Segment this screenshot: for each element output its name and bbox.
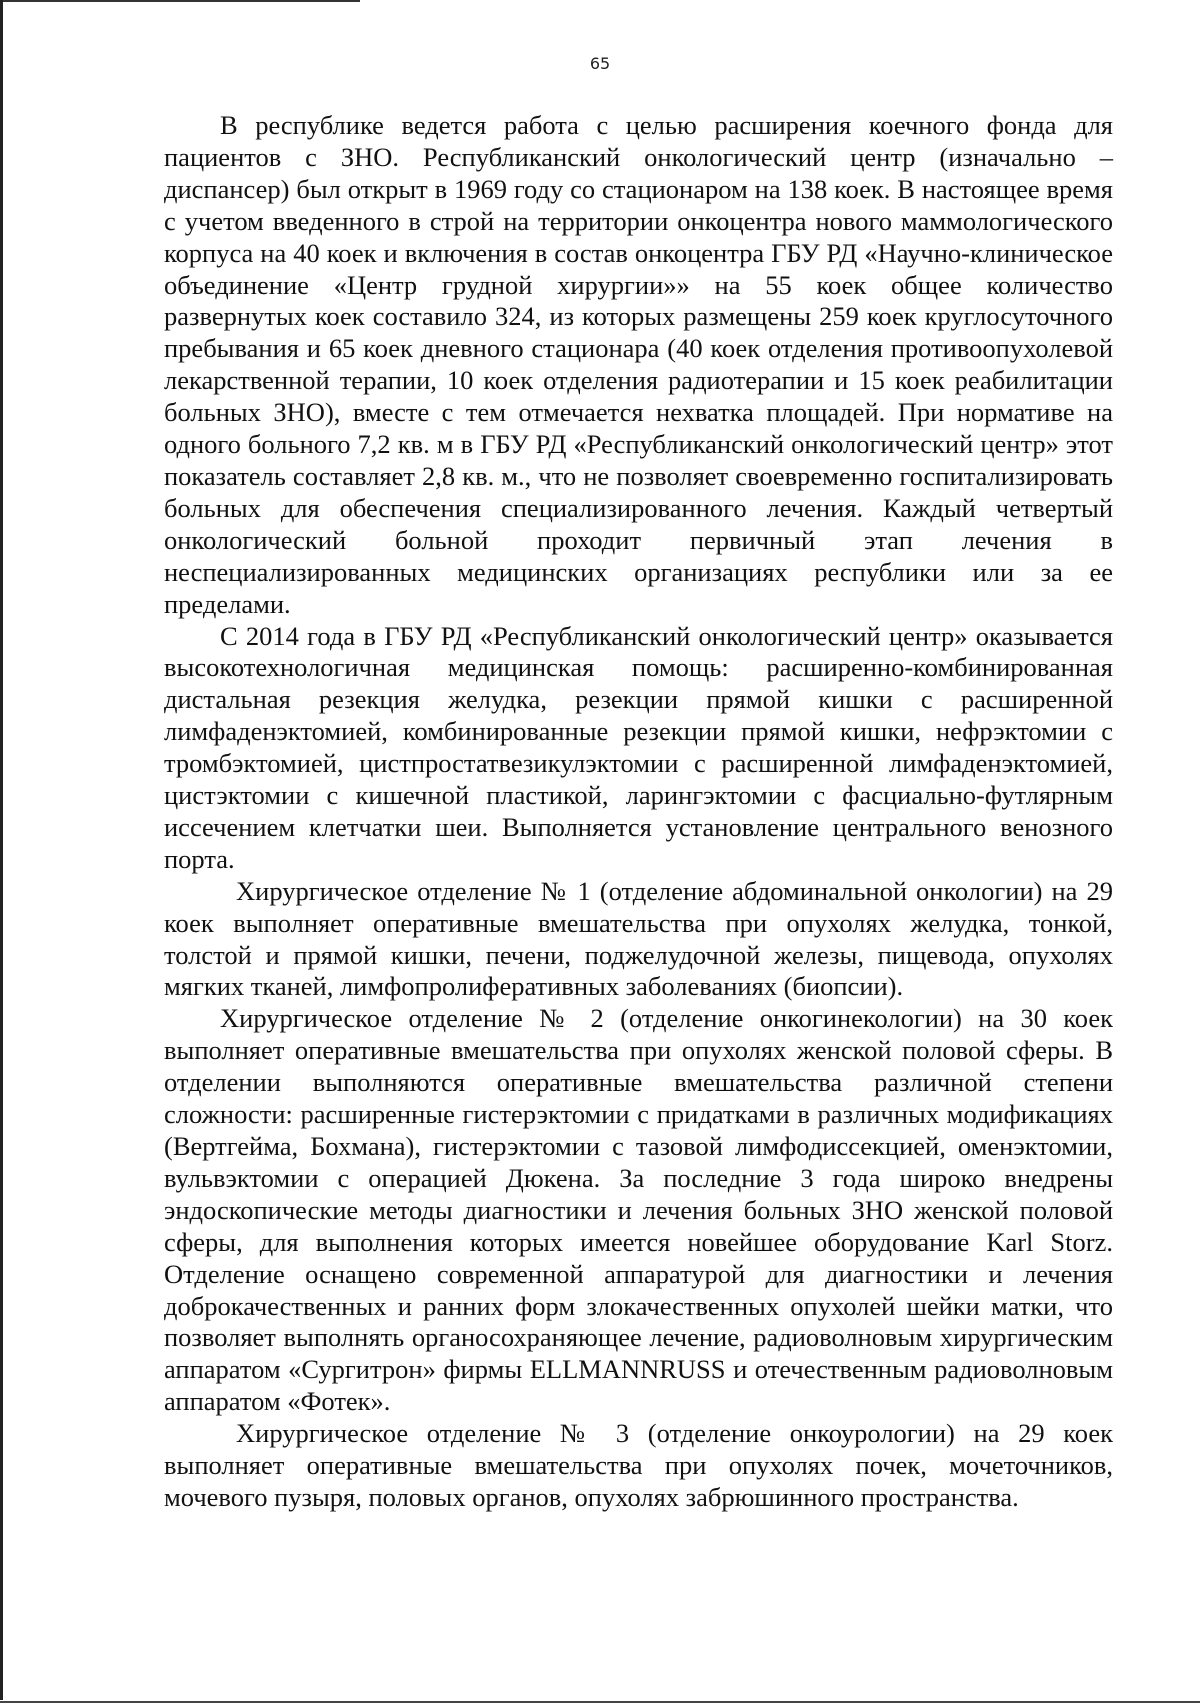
paragraph-surgical-department-3: Хирургическое отделение № 3 (отделение онкоурологии) на 29 коек выполняет оперативные вмешательства при опухолях почек, мочеточников, мочевого пузыря, половых органов, опухолях забрюшинного пространства. (164, 1418, 1113, 1512)
paragraph-surgical-department-1: Хирургическое отделение № 1 (отделение абдоминальной онкологии) на 29 коек выполняет оперативные вмешательства при опухолях желудка, тонкой, толстой и прямой кишки, печени, поджелудочной железы, пищевода, опухолях мягких тканей, лимфопролиферативных заболеваниях (биопсии). (164, 875, 1113, 1002)
document-body (164, 110, 1113, 1514)
paragraph-surgical-department-2: Хирургическое отделение № 2 (отделение онкогинекологии) на 30 коек выполняет оперативные вмешательства при опухолях женской половой сферы. В отделении выполняются оперативные вмешательства различной степени сложности: расширенные гистерэктомии с придатками в различных модификациях (Вертгейма, Бохмана), гистерэктомии с тазовой лимфодиссекцией, оменэктомии, вульвэктомии с операцией Дюкена. За последние 3 года широко внедрены эндоскопические методы диагностики и лечения больных ЗНО женской половой сферы, для выполнения которых имеется новейшее оборудование Karl Storz. Отделение оснащено современной аппаратурой для диагностики и лечения доброкачественных и ранних форм злокачественных опухолей шейки матки, что позволяет выполнять органосохраняющее лечение, радиоволновым хирургическим аппаратом «Сургитрон» фирмы ELLMANNRUSS и отечественным радиоволновым аппаратом «Фотек». (164, 1003, 1113, 1417)
scan-border-left (0, 0, 3, 1700)
page-number: 65 (589, 54, 611, 73)
scan-border-top (0, 0, 360, 2)
paragraph-high-tech-care: С 2014 года в ГБУ РД «Республиканский онкологический центр» оказывается высокотехнологичная медицинская помощь: расширенно-комбинированная дистальная резекция желудка, резекции прямой кишки с расширенной лимфаденэктомией, комбинированные резекции прямой кишки, нефрэктомии с тромбэктомией, цистпростатвезикулэктомии с расширенной лимфаденэктомией, цистэктомии с кишечной пластикой, ларингэктомии с фасциально-футлярным иссечением клетчатки шеи. Выполняется установление центрального венозного порта. (164, 620, 1113, 874)
paragraph-bed-capacity: В республике ведется работа с целью расширения коечного фонда для пациентов с ЗНО. Республиканский онкологический центр (изначально – диспансер) был открыт в 1969 году со стационаром на 138 коек. В настоящее время с учетом введенного в строй на территории онкоцентра нового маммологического корпуса на 40 коек и включения в состав онкоцентра ГБУ РД «Научно-клиническое объединение «Центр грудной хирургии»» на 55 коек общее количество развернутых коек составило 324, из которых размещены 259 коек круглосуточного пребывания и 65 коек дневного стационара (40 коек отделения противоопухолевой лекарственной терапии, 10 коек отделения радиотерапии и 15 коек реабилитации больных ЗНО), вместе с тем отмечается нехватка площадей. При нормативе на одного больного 7,2 кв. м в ГБУ РД «Республиканский онкологический центр» этот показатель составляет 2,8 кв. м., что не позволяет своевременно госпитализировать больных для обеспечения специализированного лечения. Каждый четвертый онкологический больной проходит первичный этап лечения в неспециализированных медицинских организациях республики или за ее пределами. (164, 110, 1113, 619)
scan-border-bottom (0, 1701, 1200, 1703)
